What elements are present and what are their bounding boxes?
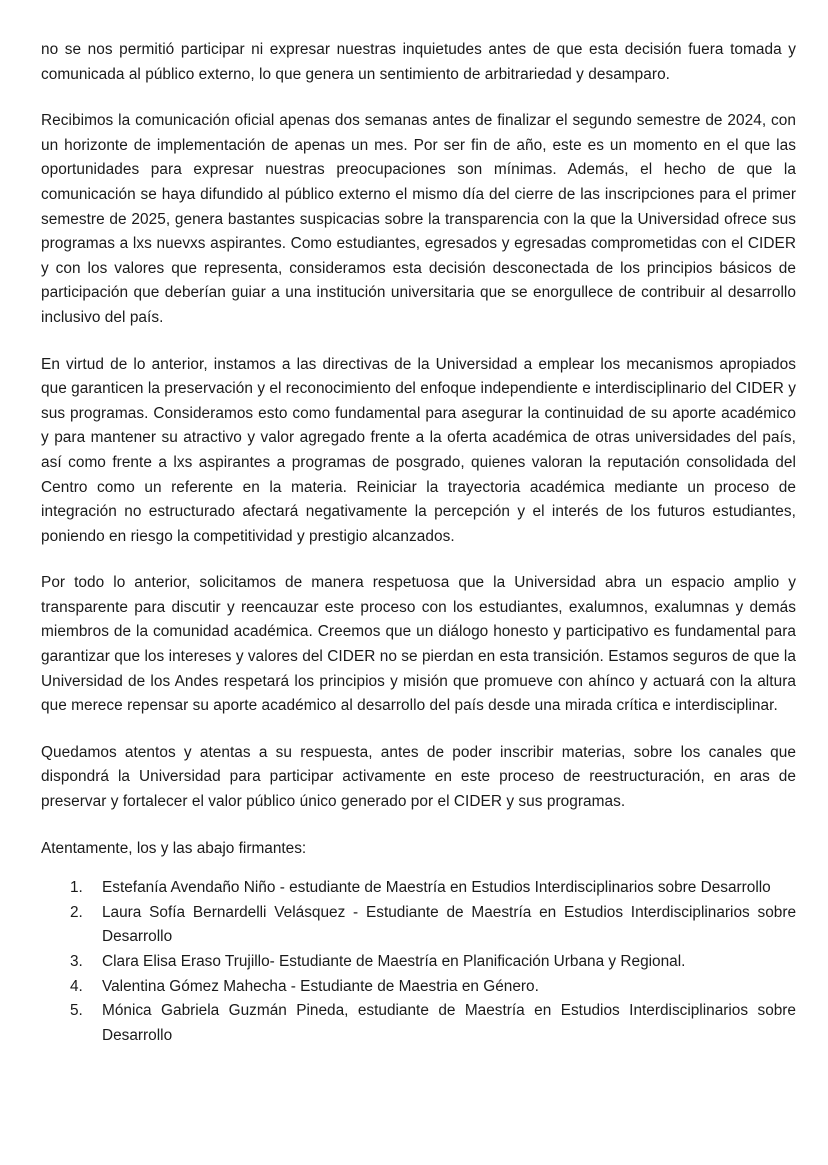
list-number: 5.	[70, 1002, 83, 1020]
list-item	[70, 975, 796, 1000]
signer-text: Laura Sofía Bernardelli Velásquez - Estudiante de Maestría en Estudios Interdisciplinarios sobre Desarrollo	[102, 903, 796, 946]
list-item	[70, 901, 796, 950]
signer-text: Clara Elisa Eraso Trujillo- Estudiante de Maestría en Planificación Urbana y Regional.	[102, 953, 686, 970]
signer-text: Valentina Gómez Mahecha - Estudiante de Maestria en Género.	[102, 977, 539, 995]
list-item	[70, 876, 796, 901]
signer-text: Estefanía Avendaño Niño - estudiante de Maestría en Estudios Interdisciplinarios sobre Desarrollo	[102, 879, 771, 897]
paragraph-request-directives: En virtud de lo anterior, instamos a las directivas de la Universidad a emplear los mecanismos apropiados que garanticen la preservación y el reconocimiento del enfoque independiente e interdisciplinario del CIDER y sus programas. Consideramos esto como fundamental para asegurar la continuidad de su aporte académico y para mantener su atractivo y valor agregado frente a la oferta académica de otras universidades del país, así como frente a lxs aspirantes a programas de posgrado, quienes valoran la reputación consolidada del Centro como un referente en la materia. Reiniciar la trayectoria académica mediante un proceso de integración no estructurado afectará negativamente la percepción y el interés de los futuros estudiantes, poniendo en riesgo la competitividad y prestigio alcanzados.	[41, 355, 796, 545]
signers-list	[41, 876, 796, 1048]
list-item	[70, 950, 796, 975]
paragraph-request-dialogue: Por todo lo anterior, solicitamos de manera respetuosa que la Universidad abra un espacio amplio y transparente para discutir y reencauzar este proceso con los estudiantes, exalumnos, exalumnas y demás miembros de la comunidad académica. Creemos que un diálogo honesto y participativo es fundamental para garantizar que los intereses y valores del CIDER no se pierdan en esta transición. Estamos seguros de que la Universidad de los Andes respetará los principios y misión que promueve con ahínco y actuará con la altura que merece repensar su aporte académico al desarrollo del país desde una mirada crítica e interdisciplinar.	[41, 574, 796, 715]
list-number: 4.	[70, 977, 83, 995]
paragraph-communication: Recibimos la comunicación oficial apenas dos semanas antes de finalizar el segundo semestre de 2024, con un horizonte de implementación de apenas un mes. Por ser fin de año, este es un momento en el que las oportunidades para expresar nuestras preocupaciones son mínimas. Además, el hecho de que la comunicación se haya difundido al público externo el mismo día del cierre de las inscripciones para el primer semestre de 2025, genera bastantes suspicacias sobre la transparencia con la que la Universidad ofrece sus programas a lxs nuevxs aspirantes. Como estudiantes, egresados y egresadas comprometidas con el CIDER y con los valores que representa, consideramos esta decisión desconectada de los principios básicos de participación que deberían guiar a una institución universitaria que se enorgullece de contribuir al desarrollo inclusivo del país.	[41, 112, 796, 326]
closing-line: Atentamente, los y las abajo firmantes:	[41, 839, 307, 857]
signer-text: Mónica Gabriela Guzmán Pineda, estudiante de Maestría en Estudios Interdisciplinarios sobre Desarrollo	[102, 1002, 796, 1044]
list-number: 1.	[70, 879, 83, 897]
paragraph-continuation: no se nos permitió participar ni expresar nuestras inquietudes antes de que esta decisión fuera tomada y comunicada al público externo, lo que genera un sentimiento de arbitrariedad y desamparo.	[41, 41, 796, 83]
paragraph-awaiting-response: Quedamos atentos y atentas a su respuesta, antes de poder inscribir materias, sobre los canales que dispondrá la Universidad para participar activamente en este proceso de reestructuración, en aras de preservar y fortalecer el valor público único generado por el CIDER y sus programas.	[41, 743, 796, 811]
list-number: 3.	[70, 953, 83, 970]
list-number: 2.	[70, 903, 83, 921]
list-item	[70, 999, 796, 1048]
